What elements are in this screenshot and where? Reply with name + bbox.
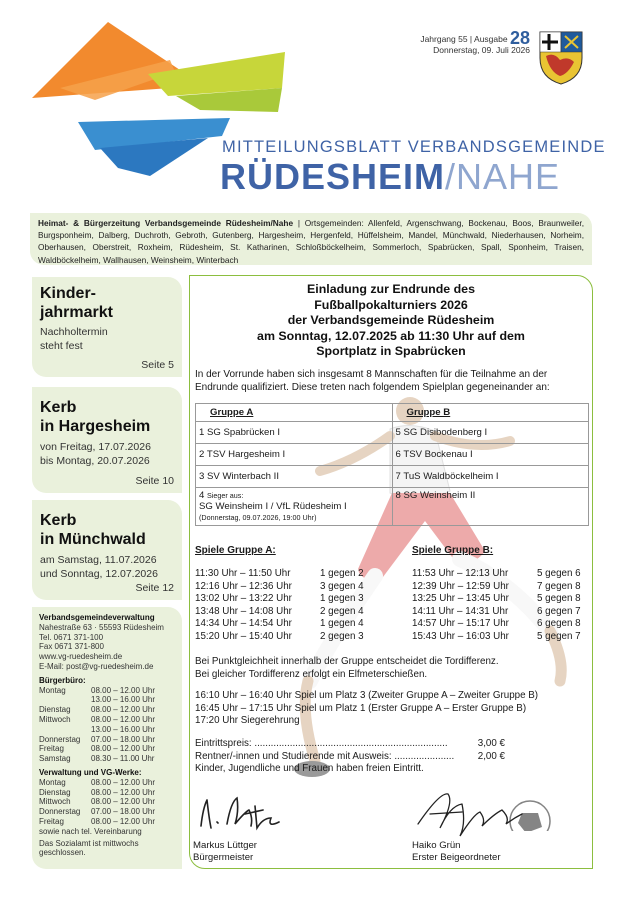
- match-time: 15:20 Uhr – 15:40 Uhr: [195, 630, 292, 642]
- teaser-kerb-hargesheim[interactable]: [32, 387, 182, 493]
- match-pairing: 5 gegen 8: [537, 593, 581, 604]
- teaser-line: steht fest: [40, 340, 83, 352]
- teaser-line: am Samstag, 11.07.2026: [40, 554, 157, 566]
- buergerbuero-hours: [39, 686, 175, 764]
- weekday: [39, 695, 91, 705]
- table-row: [196, 488, 589, 526]
- admin-address: [39, 623, 175, 672]
- finals-schedule: 16:10 Uhr – 16:40 Uhr Spiel um Platz 3 (Zweiter Gruppe A – Zweiter Gruppe B) 16:45 Uhr – 17:15 Uhr Spiel um Platz 1 (Erster Gruppe A – Erster Gruppe B) 17:20 Uhr Siegerehrung: [195, 690, 539, 726]
- issue-date: Donnerstag, 09. Juli 2026: [433, 45, 530, 55]
- group-b-header: Gruppe B: [392, 404, 589, 422]
- administration-box: [32, 607, 182, 869]
- match-time: 14:11 Uhr – 14:31 Uhr: [412, 605, 509, 617]
- weekday: Montag: [39, 685, 66, 695]
- hours: 08.00 – 12.00 Uhr: [91, 816, 156, 826]
- sozialamt-note: Das Sozialamt ist mittwochs geschlossen.: [39, 838, 139, 858]
- schedule-a: [195, 568, 364, 643]
- address-line: Fax 0671 371-800: [39, 642, 104, 652]
- weekday: Freitag: [39, 816, 64, 826]
- masthead-title-light: /NAHE: [445, 156, 561, 197]
- schedule-a-heading: Spiele Gruppe A:: [195, 545, 276, 556]
- article-title: Einladung zur Endrunde des Fußballpokalturniers 2026 der Verbandsgemeinde Rüdesheim am Sonntag, 12.07.2025 ab 11:30 Uhr auf dem Sportplatz in Spabrücken: [257, 282, 525, 359]
- teaser-page: Seite 12: [135, 582, 174, 594]
- teaser-title: Kinder- jahrmarkt: [40, 285, 113, 321]
- hours-row: [39, 705, 175, 715]
- ortsbar-text: | Ortsgemeinden: Allenfeld, Argenschwang, Bockenau, Boos, Braunweiler, Burgsponheim, Dalberg, Duchroth, Gebroth, Gutenberg, Hargesheim, Hergenfeld, Hüffelsheim, Mandel, Münchwald, Niederhausen, Norheim, Oberhausen, Oberstreit, Roxheim, Rüdesheim, St. Katharinen, Schloßböckelheim, Sommerloch, Spabrücken, Spall, Sponheim, Traisen, Waldböckelheim, Wallhausen, Weinsheim, Winterbach: [38, 218, 584, 265]
- schedule-b-heading: Spiele Gruppe B:: [412, 545, 494, 556]
- issue-number: 28: [509, 28, 530, 48]
- hours: 08.00 – 12.00 Uhr: [91, 685, 156, 695]
- table-row: 2 TSV Hargesheim I 6 TSV Bockenau I: [196, 444, 589, 466]
- teaser-page: Seite 10: [135, 475, 174, 487]
- match-row: [412, 581, 581, 594]
- match-pairing: 2 gegen 3: [320, 630, 364, 642]
- weekday: Montag: [39, 777, 66, 787]
- article-intro: In der Vorrunde haben sich insgesamt 8 Mannschaften für die Teilnahme an der Endrunde qualifiziert. Diese treten nach folgendem Spielplan gegeneinander an:: [195, 369, 550, 393]
- match-time: 11:30 Uhr – 11:50 Uhr: [195, 568, 291, 579]
- hours: 08.00 – 12.00 Uhr: [91, 787, 156, 797]
- werke-heading: Verwaltung und VG-Werke:: [39, 767, 142, 777]
- match-row: [195, 618, 364, 631]
- hours: 08.00 – 12.00 Uhr: [91, 714, 156, 724]
- match-pairing: 5 gegen 6: [537, 568, 581, 579]
- hours: 08.00 – 12.00 Uhr: [91, 705, 156, 715]
- hours-row: [39, 788, 175, 798]
- weekday: Donnerstag: [39, 734, 81, 744]
- schedule-b: [412, 568, 581, 643]
- hours-row: [39, 715, 175, 725]
- hours: 07.00 – 18.00 Uhr: [91, 734, 156, 744]
- match-row: [412, 631, 581, 644]
- weekday: Donnerstag: [39, 807, 81, 817]
- hours-row: [39, 735, 175, 745]
- hours: 13.00 – 16.00 Uhr: [91, 695, 156, 705]
- match-pairing: 6 gegen 8: [537, 618, 581, 629]
- weekday: Mittwoch: [39, 797, 71, 807]
- hours-row: [39, 797, 175, 807]
- hours: 08.30 – 11.00 Uhr: [91, 754, 155, 764]
- address-line: www.vg-ruedesheim.de: [39, 652, 123, 662]
- match-time: 11:53 Uhr – 12:13 Uhr: [412, 568, 509, 579]
- match-time: 14:57 Uhr – 15:17 Uhr: [412, 618, 509, 629]
- match-row: [195, 606, 364, 619]
- teaser-kinderjahrmarkt[interactable]: [32, 277, 182, 377]
- buergerbuero-heading: Bürgerbüro:: [39, 675, 86, 685]
- hours: 08.00 – 12.00 Uhr: [91, 744, 156, 754]
- match-row: [412, 593, 581, 606]
- ortsgemeinden-bar: [30, 213, 592, 265]
- match-row: [412, 618, 581, 631]
- match-row: [412, 606, 581, 619]
- match-row: [412, 568, 581, 581]
- table-row: 3 SV Winterbach II 7 TuS Waldböckelheim I: [196, 466, 589, 488]
- group-b-team-8: 8 SG Weinsheim II: [392, 488, 589, 526]
- coat-of-arms-icon: [538, 30, 584, 86]
- match-row: [195, 631, 364, 644]
- admin-note: sowie nach tel. Vereinbarung: [39, 826, 142, 836]
- match-pairing: 1 gegen 4: [320, 618, 364, 629]
- hours: 13.00 – 16.00 Uhr: [91, 724, 156, 734]
- hours-row: [39, 695, 175, 705]
- tiebreak-rules: Bei Punktgleichheit innerhalb der Gruppe entscheidet die Tordifferenz. Bei gleicher Tordifferenz erfolgt ein Elfmeterschießen.: [195, 656, 499, 680]
- match-pairing: 7 gegen 8: [537, 580, 581, 592]
- teaser-line: Nachholtermin: [40, 326, 108, 338]
- signature-right-icon: [410, 784, 530, 842]
- match-time: 15:43 Uhr – 16:03 Uhr: [412, 630, 509, 642]
- teaser-line: von Freitag, 17.07.2026: [40, 441, 151, 453]
- match-time: 13:48 Uhr – 14:08 Uhr: [195, 605, 292, 617]
- werke-hours: [39, 778, 175, 827]
- hours-row: [39, 778, 175, 788]
- teaser-line: und Sonntag, 12.07.2026: [40, 568, 158, 580]
- jahrgang-line: Jahrgang 55 | Ausgabe: [420, 34, 508, 44]
- signature-left-icon: [193, 788, 288, 838]
- table-row: 1 SG Spabrücken I 5 SG Disibodenberg I: [196, 422, 589, 444]
- teaser-line: bis Montag, 20.07.2026: [40, 455, 150, 467]
- weekday: Mittwoch: [39, 714, 71, 724]
- teaser-title: Kerb in Hargesheim: [40, 399, 151, 435]
- match-row: [195, 581, 364, 594]
- weekday: Samstag: [39, 754, 71, 764]
- hours: 08.00 – 12.00 Uhr: [91, 797, 156, 807]
- issue-info: [410, 28, 530, 56]
- match-time: 13:02 Uhr – 13:22 Uhr: [195, 593, 292, 604]
- match-pairing: 1 gegen 3: [320, 593, 364, 604]
- signature-right: Haiko Grün Erster Beigeordneter: [412, 840, 501, 863]
- match-row: [195, 593, 364, 606]
- weekday: Dienstag: [39, 787, 71, 797]
- ortsbar-heading: Heimat- & Bürgerzeitung Verbandsgemeinde Rüdesheim/Nahe: [38, 218, 294, 228]
- teaser-kerb-muenchwald[interactable]: [32, 500, 182, 600]
- address-line: E-Mail: post@vg-ruedesheim.de: [39, 661, 154, 671]
- hours-row: [39, 817, 175, 827]
- hours-row: [39, 725, 175, 735]
- groups-table: [195, 403, 589, 526]
- prices: Eintrittspreis: ....................................................................... 3,00 € Rentner/-innen und Studierende mit Ausweis: ...................... 2,00 € Kinder, Jugendliche und Frauen haben freien Eintritt.: [195, 738, 505, 774]
- signature-left: Markus Lüttger Bürgermeister: [193, 840, 257, 863]
- masthead-title: [220, 156, 560, 198]
- group-a-team-4: 4 Sieger aus: SG Weinsheim I / VfL Rüdesheim I (Donnerstag, 09.07.2026, 19:00 Uhr): [196, 488, 393, 526]
- admin-heading: Verbandsgemeindeverwaltung: [39, 613, 155, 622]
- match-pairing: 6 gegen 7: [537, 605, 581, 617]
- match-pairing: 1 gegen 2: [320, 568, 364, 579]
- hours-row: [39, 686, 175, 696]
- masthead-title-dark: RÜDESHEIM: [220, 156, 446, 197]
- match-time: 12:39 Uhr – 12:59 Uhr: [412, 580, 509, 592]
- main-article: [189, 275, 593, 869]
- match-time: 14:34 Uhr – 14:54 Uhr: [195, 618, 292, 629]
- hours-row: [39, 807, 175, 817]
- table-row: [196, 404, 589, 422]
- match-pairing: 5 gegen 7: [537, 630, 581, 642]
- match-time: 12:16 Uhr – 12:36 Uhr: [195, 580, 292, 592]
- teaser-title: Kerb in Münchwald: [40, 512, 146, 548]
- weekday: Freitag: [39, 744, 64, 754]
- hours-row: [39, 744, 175, 754]
- match-pairing: 2 gegen 4: [320, 605, 364, 617]
- weekday: [39, 725, 91, 735]
- match-row: [195, 568, 364, 581]
- masthead-subtitle: MITTEILUNGSBLATT VERBANDSGEMEINDE: [222, 138, 606, 156]
- hours: 07.00 – 18.00 Uhr: [91, 807, 156, 817]
- teaser-page: Seite 5: [141, 359, 174, 371]
- match-time: 13:25 Uhr – 13:45 Uhr: [412, 593, 509, 604]
- weekday: Dienstag: [39, 705, 71, 715]
- address-line: Tel. 0671 371-100: [39, 632, 104, 642]
- group-a-header: Gruppe A: [196, 404, 393, 422]
- address-line: Nahestraße 63 · 55593 Rüdesheim: [39, 622, 164, 632]
- match-pairing: 3 gegen 4: [320, 580, 364, 592]
- hours-row: [39, 754, 175, 764]
- hours: 08.00 – 12.00 Uhr: [91, 777, 156, 787]
